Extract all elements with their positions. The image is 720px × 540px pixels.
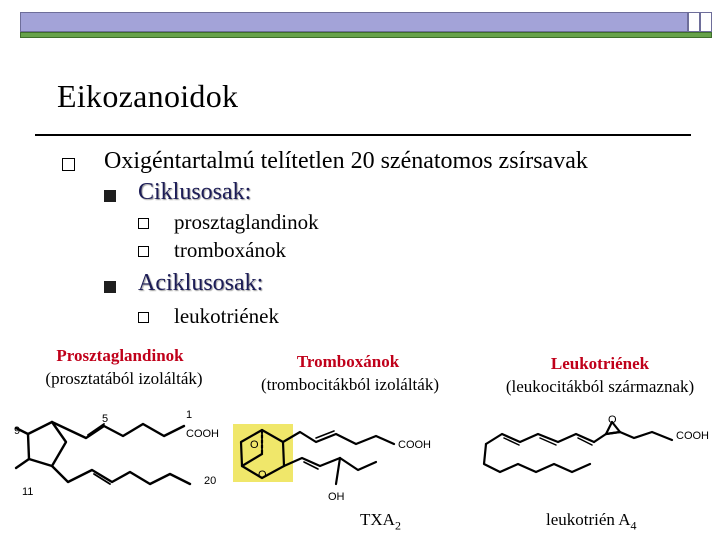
txa-caption-main: TXA	[360, 510, 395, 529]
header-stripe	[20, 32, 712, 38]
header-bar	[20, 12, 688, 32]
pg-label-11: 11	[22, 486, 34, 498]
bullet-acyclic-item-leukotrienes: leukotriének	[174, 304, 279, 328]
lt-caption	[546, 510, 637, 533]
thromboxane-structure	[228, 418, 468, 504]
column-title-prostaglandins: Prosztaglandinok	[56, 346, 184, 365]
pg-label-20: 20	[204, 475, 217, 487]
column-title-thromboxanes: Tromboxánok	[296, 352, 400, 371]
leukotriene-structure	[474, 412, 720, 502]
pg-label-5: 5	[102, 413, 109, 425]
bullet-cyclic-label: Ciklusosak:	[138, 179, 252, 205]
column-subtitle-leukotrienes: (leukocitákból származnak)	[505, 377, 695, 396]
bullet-marker-level1	[62, 158, 75, 171]
bullet-cyclic-item-thromboxanes: tromboxánok	[174, 238, 286, 262]
pg-label-cooh: COOH	[186, 428, 219, 440]
column-subtitle-thromboxanes: (trombocitákból izolálták)	[261, 375, 439, 394]
bullet-acyclic-label: Aciklusosak:	[138, 270, 264, 296]
lt-label-o: O	[608, 414, 617, 426]
bullet-level1-text: Oxigéntartalmú telítetlen 20 szénatomos zsírsavak	[104, 148, 588, 174]
slide-title: Eikozanoidok	[57, 78, 239, 114]
prostaglandin-structure	[0, 404, 230, 504]
txa-label-oh: OH	[328, 491, 345, 503]
lt-caption-main: leukotrién A	[546, 510, 631, 529]
pg-label-1: 1	[186, 409, 193, 421]
bullet-marker-cyclic-item-1	[138, 246, 149, 257]
column-title-leukotrienes: Leukotriének	[550, 354, 650, 373]
txa-caption-sub: 2	[394, 518, 401, 533]
bullet-marker-cyclic	[104, 190, 116, 202]
txa-label-o2: O	[258, 469, 267, 481]
header-square-right	[700, 12, 712, 32]
header-square-left	[688, 12, 700, 32]
bullet-marker-acyclic	[104, 281, 116, 293]
pg-label-9: 9	[14, 425, 21, 437]
bullet-marker-cyclic-item-0	[138, 218, 149, 229]
title-rule	[35, 134, 691, 136]
bullet-marker-acyclic-item-0	[138, 312, 149, 323]
lt-label-cooh: COOH	[676, 430, 709, 442]
txa-caption	[360, 510, 401, 533]
column-subtitle-prostaglandins: (prosztatából izolálták)	[45, 369, 203, 388]
txa-label-o1: O	[250, 439, 259, 451]
bullet-cyclic-item-prostaglandins: prosztaglandinok	[174, 210, 319, 234]
header-decoration	[20, 12, 712, 38]
lt-caption-sub: 4	[630, 518, 637, 533]
txa-label-cooh: COOH	[398, 439, 431, 451]
